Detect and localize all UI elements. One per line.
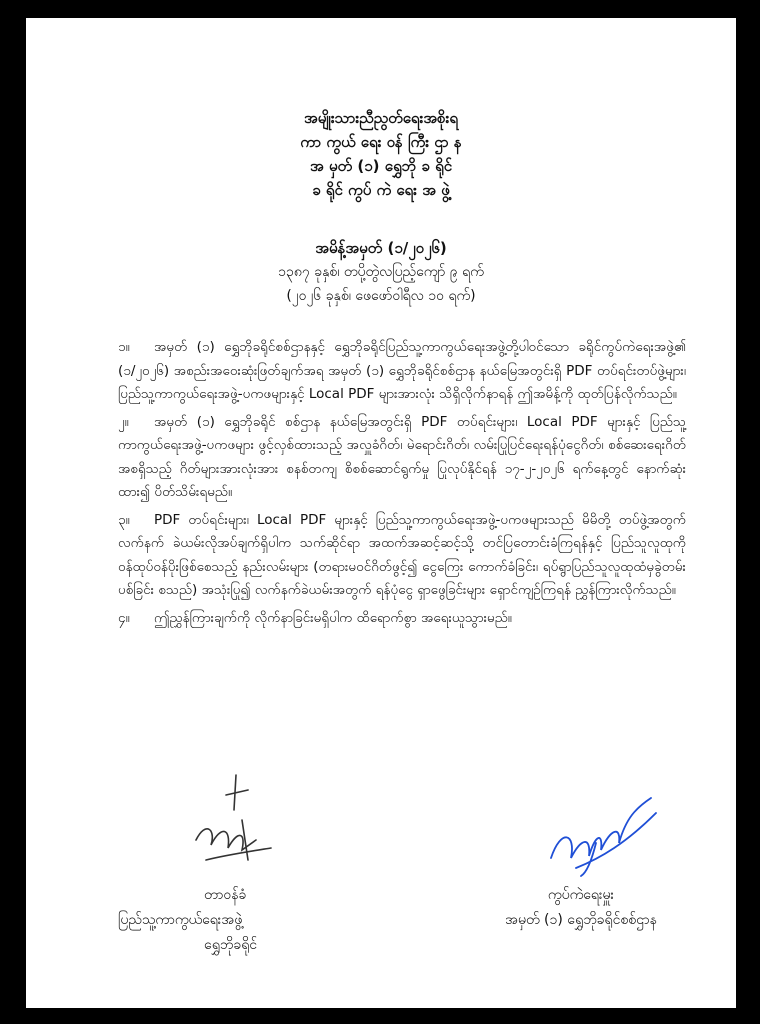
order-body bbox=[118, 336, 686, 634]
paragraph-1 bbox=[118, 336, 686, 407]
paragraph-text: အမှတ် (၁) ရွှေဘိုခရိုင် စစ်ဌာန နယ်မြေအတွင်းရှိ PDF တပ်ရင်းများ၊ Local PDF များနှင့် ပြည်သူ့ကာကွယ်ရေးအဖွဲ့-ပကဖများ ဖွင့်လှစ်ထားသည့် အလှူခံဂိတ်၊ မဲရောင်းဂိတ်၊ လမ်းပြုပြင်ရေးရန်ပုံငွေဂိတ်၊ စစ်ဆေးရေးဂိတ် အစရှိသည့် ဂိတ်များအားလုံးအား စနစ်တကျ စိစစ်ဆောင်ရွက်မှု ပြုလုပ်နိုင်ရန် ၁၇-၂-၂၀၂၆ ရက်နေ့တွင် နောက်ဆုံးထား၍ ပိတ်သိမ်းရမည်။ bbox=[118, 413, 686, 500]
header-line-district: အ မှတ် (၁) ရွှေဘို ခ ရိုင် bbox=[309, 157, 453, 175]
signatory-title: တာဝန်ခံ bbox=[204, 887, 247, 903]
signatory-title: ကွပ်ကဲရေးမှူး bbox=[547, 887, 615, 903]
paragraph-3 bbox=[118, 509, 686, 603]
letterhead bbox=[26, 106, 736, 202]
paragraph-text: PDF တပ်ရင်းများ၊ Local PDF များနှင့် ပြည်သူ့ကာကွယ်ရေးအဖွဲ့-ပကဖများသည် မိမိတို့ တပ်ဖွဲ့အတွက် လက်နက် ခဲယမ်းလိုအပ်ချက်ရှိပါက သက်ဆိုင်ရာ အထက်အဆင့်ဆင့်သို့ တင်ပြတောင်းခံကြရန်နှင့် ပြည်သူလူထုကို ဝန်ထုပ်ဝန်ပိုးဖြစ်စေသည့် နည်းလမ်းများ (တရားမဝင်ဂိတ်ဖွင့်၍ ငွေကြေး ကောက်ခံခြင်း၊ ရပ်ရွာပြည်သူလူထုထံမှခွဲတမ်းပစ်ခြင်း စသည်) အသုံးပြု၍ လက်နက်ခဲယမ်းအတွက် ရန်ပုံငွေ ရှာဖွေခြင်းများ ရှောင်ကျဉ်ကြရန် ညွှန်ကြားလိုက်သည်။ bbox=[118, 511, 686, 598]
order-date-gregorian: (၂၀၂၆ ခုနှစ်၊ ဖေဖော်ဝါရီလ ၁၀ ရက်) bbox=[286, 288, 476, 304]
order-number: အမိန့်အမှတ် (၁/၂၀၂၆) bbox=[315, 239, 447, 257]
header-line-committee: ခ ရိုင် ကွပ် ကဲ ရေး အ ဖွဲ့ bbox=[312, 181, 450, 199]
paragraph-4 bbox=[118, 607, 686, 631]
signatory-organization: ပြည်သူ့ကာကွယ်ရေးအဖွဲ့ bbox=[118, 912, 243, 928]
order-heading bbox=[26, 236, 736, 308]
right-signature-mark bbox=[541, 788, 661, 878]
order-date-myanmar: ၁၃၈၇ ခုနှစ်၊ တပို့တွဲလပြည့်ကျော် ၉ ရက် bbox=[278, 264, 484, 280]
paragraph-number: ၂။ bbox=[118, 413, 129, 430]
document-page bbox=[26, 18, 736, 1008]
signature-block-right bbox=[456, 883, 706, 933]
signature-block-left bbox=[118, 883, 378, 958]
paragraph-2 bbox=[118, 411, 686, 505]
left-signature-mark bbox=[176, 770, 286, 880]
paragraph-number: ၃။ bbox=[118, 511, 130, 528]
header-line-ministry: ကာ ကွယ် ရေး ဝန် ကြီး ဌာ န bbox=[300, 133, 462, 151]
signatory-district: ရွှေဘိုခရိုင် bbox=[204, 937, 258, 953]
signatory-organization: အမှတ် (၁) ရွှေဘိုခရိုင်စစ်ဌာန bbox=[505, 912, 657, 928]
header-line-government: အမျိုးသားညီညွတ်ရေးအစိုးရ bbox=[304, 109, 458, 127]
paragraph-text: ဤညွှန်ကြားချက်ကို လိုက်နာခြင်းမရှိပါက ထိရောက်စွာ အရေးယူသွားမည်။ bbox=[154, 609, 512, 626]
paragraph-number: ၁။ bbox=[118, 339, 130, 355]
paragraph-text: အမှတ် (၁) ရွှေဘိုခရိုင်စစ်ဌာနနှင့် ရွှေဘိုခရိုင်ပြည်သူ့ကာကွယ်ရေးအဖွဲ့တို့ပါဝင်သော ခရိုင်ကွပ်ကဲရေးအဖွဲ့၏ (၁/၂၀၂၆) အစည်းအဝေးဆုံးဖြတ်ချက်အရ အမှတ် (၁) ရွှေဘိုခရိုင်စစ်ဌာန နယ်မြေအတွင်းရှိ PDF တပ်ရင်းတပ်ဖွဲ့များ၊ ပြည်သူ့ကာကွယ်ရေးအဖွဲ့-ပကဖများနှင့် Local PDF များအားလုံး သိရှိလိုက်နာရန် ဤအမိန့်ကို ထုတ်ပြန်လိုက်သည်။ bbox=[118, 339, 686, 402]
paragraph-number: ၄။ bbox=[118, 609, 130, 626]
